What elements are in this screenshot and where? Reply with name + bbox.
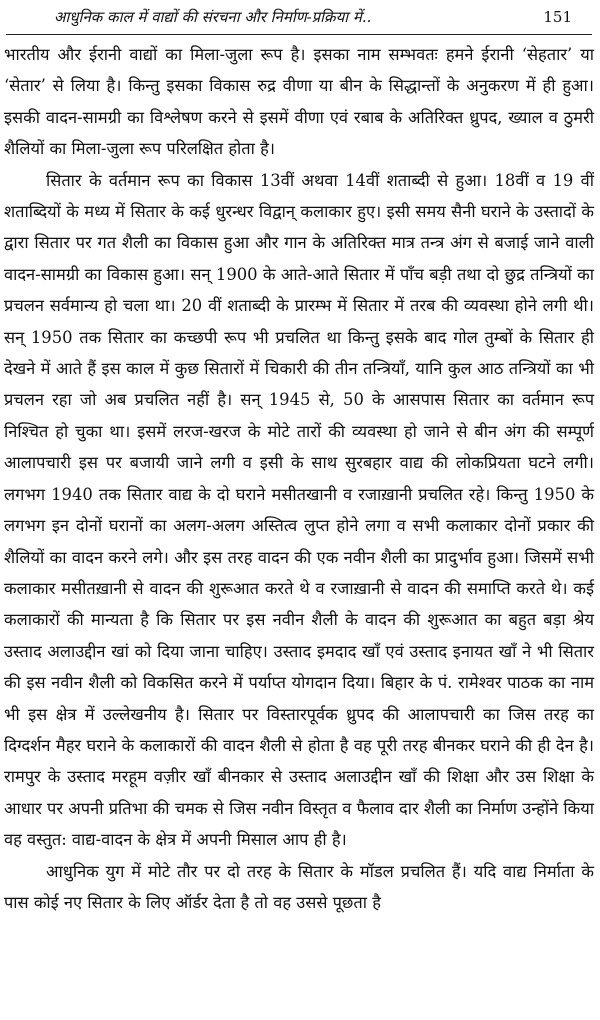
running-title: आधुनिक काल में वाद्यों की संरचना और निर्माण-प्रक्रिया में..: [54, 8, 372, 26]
body-text: [4, 35, 594, 918]
paragraph-2: सितार के वर्तमान रूप का विकास 13वीं अथवा 14वीं शताब्दी से हुआ। 18वीं व 19 वीं शताब्दियों के मध्य में सितार के कई धुरन्धर विद्वान् कलाकार हुए। इसी समय सैनी घराने के उस्तादों के द्वारा सितार पर गत शैली का विकास हुआ और गान के अतिरिक्त मात्र तन्त्र अंग से बजाई जाने वाली वादन-सामग्री का विकास हुआ। सन् 1900 के आते-आते सितार में पाँच बड़ी तथा दो छुद्र तन्त्रियों का प्रचलन सर्वमान्य हो चला था। 20 वीं शताब्दी के प्रारम्भ में सितार में तरब की व्यवस्था होने लगी थी। सन् 1950 तक सितार का कच्छपी रूप भी प्रचलित था किन्तु इसके बाद गोल तुम्बों के सितार ही देखने में आते हैं इस काल में कुछ सितारों में चिकारी की तीन तन्त्रियाँ, यानि कुल आठ तन्त्रियों का भी प्रचलन रहा जो अब प्रचलित नहीं है। सन् 1945 से, 50 के आसपास सितार का वर्तमान रूप निश्चित हो चुका था। इसमें लरज-खरज के मोटे तारों की व्यवस्था हो जाने से बीन अंग की सम्पूर्ण आलापचारी इस पर बजायी जाने लगी व इसी के साथ सुरबहार वाद्य की लोकप्रियता घटने लगी। लगभग 1940 तक सितार वाद्य के दो घराने मसीतखानी व रजाख़ानी प्रचलित रहे। किन्तु 1950 के लगभग इन दोनों घरानों का अलग-अलग अस्तित्व लुप्त होने लगा व सभी कलाकार दोनों प्रकार की शैलियों का वादन करने लगे। और इस तरह वादन की एक नवीन शैली का प्रादुर्भाव हुआ। जिसमें सभी कलाकार मसीतख़ानी से वादन की शुरूआत करते थे व रजाख़ानी से वादन की समाप्ति करते थे। कई कलाकारों की मान्यता है कि सितार पर इस नवीन शैली के वादन की शुरूआत का बहुत बड़ा श्रेय उस्ताद अलाउद्दीन खां को दिया जाना चाहिए। उस्ताद इमदाद खाँ एवं उस्ताद इनायत खाँ ने भी सितार की इस नवीन शैली को विकसित करने में पर्याप्त योगदान दिया। बिहार के पं. रामेश्वर पाठक का नाम भी इस क्षेत्र में उल्लेखनीय है। सितार पर विस्तारपूर्वक ध्रुपद की आलापचारी का जिस तरह का दिग्दर्शन मैहर घराने के कलाकारों की वादन शैली से होता है वह पूरी तरह बीनकर घराने की ही देन है। रामपुर के उस्ताद मरहूम वज़ीर खाँ बीनकार से उस्ताद अलाउद्दीन खाँ की शिक्षा और उस शिक्षा के आधार पर अपनी प्रतिभा की चमक से जिस नवीन विस्तृत व फैलाव दार शैली का निर्माण उन्होंने किया वह वस्तुत: वाद्य-वादन के क्षेत्र में अपनी मिसाल आप ही है।: [4, 170, 594, 850]
running-header: [6, 0, 592, 35]
paragraph-1: भारतीय और ईरानी वाद्यों का मिला-जुला रूप है। इसका नाम सम्भवतः हमने ईरानी ‘सेहतार’ या ‘सेतार’ से लिया है। किन्तु इसका विकास रुद्र वीणा या बीन के सिद्धान्तों के अनुकरण में ही हुआ। इसकी वादन-सामग्री का विश्लेषण करने से इसमें वीणा एवं रबाब के अतिरिक्त ध्रुपद, ख्याल व ठुमरी शैलियों का मिला-जुला रूप परिलक्षित होता है।: [4, 45, 594, 159]
paragraph-3: आधुनिक युग में मोटे तौर पर दो तरह के सितार के मॉडल प्रचलित हैं। यदि वाद्य निर्माता के पास कोई नए सितार के लिए ऑर्डर देता है तो वह उससे पूछता है: [4, 861, 594, 912]
page-number: 151: [543, 8, 572, 26]
